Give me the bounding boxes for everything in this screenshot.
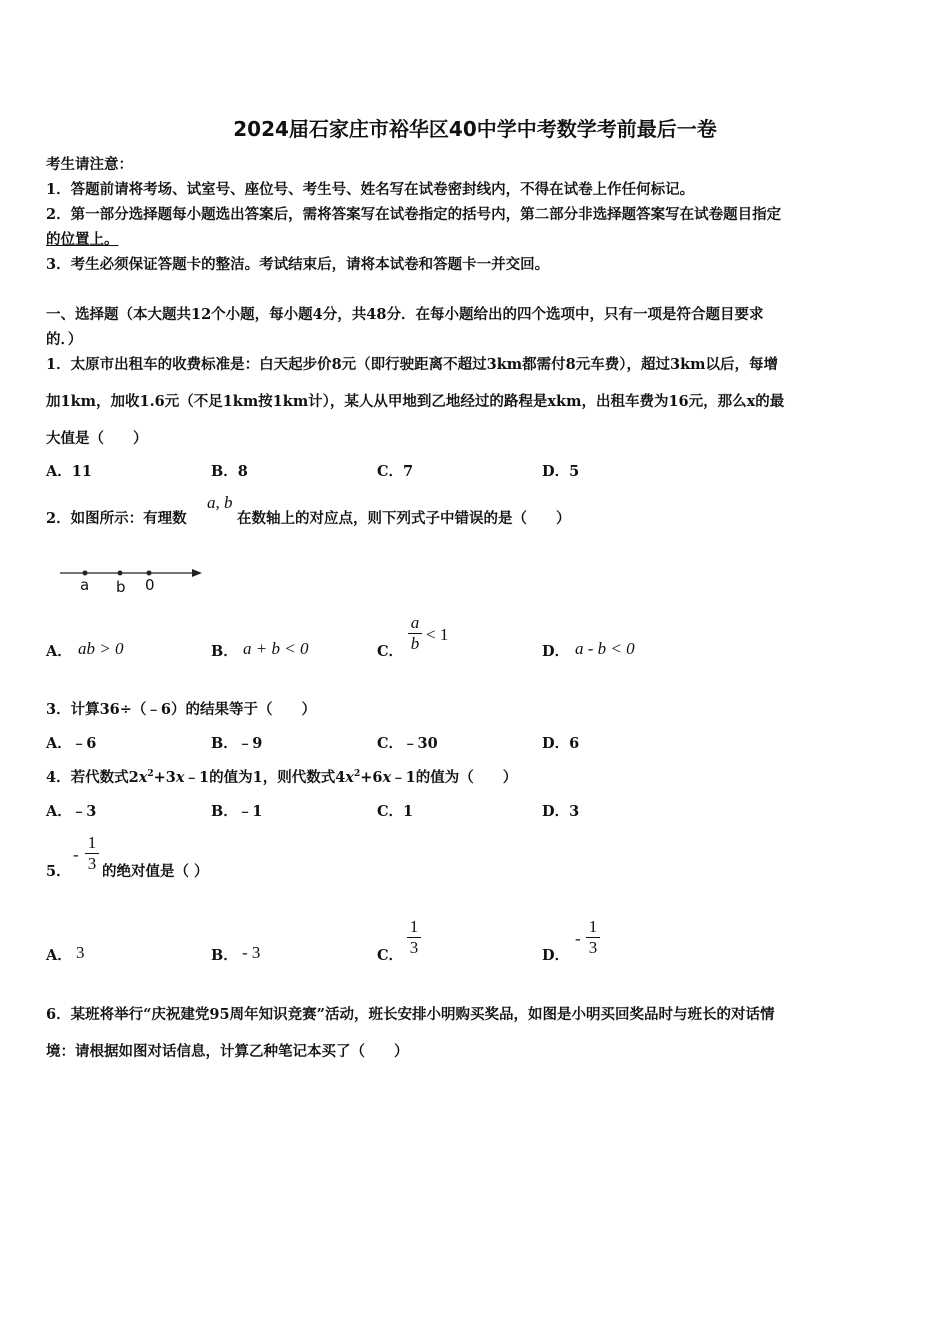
q4-stem-h: 2 — [353, 769, 361, 780]
q5-option-c-denominator: 3 — [409, 938, 419, 957]
q3-option-b: B．﹣9 — [211, 735, 263, 752]
notice-item-1: 1．答题前请将考场、试室号、座位号、考生号、姓名写在试卷密封线内，不得在试卷上作任何标记。 — [46, 181, 695, 198]
q4-stem-j: x — [382, 769, 392, 786]
q2-option-b-label: B． — [211, 643, 238, 660]
axis-label-0: 0 — [145, 576, 155, 594]
q4-stem-c: 2 — [147, 769, 154, 780]
page-title: 2024届石家庄市裕华区40中学中考数学考前最后一卷 — [233, 117, 717, 141]
q1-option-b: B．8 — [211, 463, 248, 480]
q5-fraction — [85, 834, 99, 873]
notice-item-3: 3．考生必须保证答题卡的整洁。考试结束后，请将本试卷和答题卡一并交回。 — [46, 256, 550, 273]
q2-option-b-expr: a + b < 0 — [243, 639, 309, 658]
q3-option-d: D．6 — [542, 735, 580, 752]
q4-stem-b: x — [138, 769, 148, 786]
q1-option-a: A．11 — [46, 463, 92, 480]
q4-option-a: A．﹣3 — [46, 803, 97, 820]
q4-option-b: B．﹣1 — [211, 803, 263, 820]
q2-option-c-fraction — [408, 614, 422, 653]
point-0 — [147, 571, 152, 576]
q2-option-d-expr: a - b < 0 — [575, 639, 635, 658]
axis-label-b: b — [116, 578, 126, 596]
q1-option-d: D．5 — [542, 463, 580, 480]
q4-option-c: C．1 — [377, 803, 414, 820]
axis-label-a: a — [80, 576, 90, 594]
arrow-right-icon — [192, 569, 202, 577]
q5-option-c-numerator: 1 — [409, 917, 419, 936]
q5-option-d-label: D． — [542, 947, 570, 964]
q5-option-d-numerator: 1 — [588, 917, 598, 936]
q3-option-c: C．﹣30 — [377, 735, 438, 752]
q2-stem-prefix: 2．如图所示：有理数 — [46, 510, 187, 527]
q5-option-a-label: A． — [46, 947, 72, 964]
q2-vars: a, b — [207, 493, 233, 512]
q6-stem-line1: 6．某班将举行“庆祝建党95周年知识竞赛”活动，班长安排小明购买奖品，如图是小明买回奖品时与班长的对话情 — [46, 1006, 775, 1023]
q5-denominator: 3 — [87, 854, 97, 873]
q3-option-a: A．﹣6 — [46, 735, 97, 752]
q6-stem-line2: 境：请根据如图对话信息，计算乙种笔记本买了（ ） — [46, 1043, 409, 1060]
q5-stem-suffix: 的绝对值是（ ） — [102, 863, 209, 880]
point-a — [83, 571, 88, 576]
q5-option-d-fraction — [586, 918, 600, 957]
q2-option-a-label: A． — [46, 643, 72, 660]
q2-option-c-label: C． — [377, 643, 404, 660]
q2-option-c-rest: < 1 — [426, 625, 449, 644]
section-heading: 一、选择题（本大题共12个小题，每小题4分，共48分．在每小题给出的四个选项中，只有一项是符合题目要求 — [46, 306, 764, 323]
q5-minus: - — [73, 845, 79, 864]
q1-stem-line2: 加1km，加收1.6元（不足1km按1km计），某人从甲地到乙地经过的路程是xkm，出租车费为16元，那么x的最 — [46, 393, 785, 410]
q5-number: 5． — [46, 863, 71, 880]
q4-option-d: D．3 — [542, 803, 580, 820]
q2-option-d-label: D． — [542, 643, 570, 660]
notice-heading: 考生请注意： — [46, 156, 133, 173]
point-b — [118, 571, 123, 576]
q4-stem-f: ﹣1的值为1，则代数式4 — [184, 769, 346, 786]
q5-option-b-label: B． — [211, 947, 238, 964]
q5-option-d-denominator: 3 — [588, 938, 598, 957]
q1-stem-line1: 1．太原市出租车的收费标准是：白天起步价8元（即行驶距离不超过3km都需付8元车费），超过3km以后，每增 — [46, 356, 778, 373]
q2-option-c-denominator: b — [410, 634, 420, 653]
notice-item-2-cont: 的位置上。 — [46, 231, 119, 248]
q4-stem — [46, 766, 517, 787]
q5-option-c-label: C． — [377, 947, 404, 964]
q5-option-c-fraction — [407, 918, 421, 957]
q5-option-a-value: 3 — [76, 943, 85, 962]
q1-option-c: C．7 — [377, 463, 414, 480]
q5-option-b-value: - 3 — [242, 943, 261, 962]
q4-stem-d: +3 — [153, 769, 176, 786]
q4-stem-i: +6 — [360, 769, 383, 786]
q3-stem: 3．计算36÷（﹣6）的结果等于（ ） — [46, 701, 317, 718]
q4-stem-a: 4．若代数式2 — [46, 769, 139, 786]
q4-stem-e: x — [175, 769, 185, 786]
notice-item-2: 2．第一部分选择题每小题选出答案后，需将答案写在试卷指定的括号内，第二部分非选择题答案写在试卷题目指定 — [46, 206, 782, 223]
q2-option-a-expr: ab > 0 — [78, 639, 124, 658]
q2-stem-suffix: 在数轴上的对应点，则下列式子中错误的是（ ） — [237, 510, 571, 527]
q4-stem-k: ﹣1的值为（ ） — [391, 769, 518, 786]
q4-stem-g: x — [345, 769, 354, 786]
q2-option-c-numerator: a — [410, 613, 420, 632]
q5-numerator: 1 — [87, 833, 97, 852]
q1-stem-line3: 大值是（ ） — [46, 430, 148, 447]
q5-option-d-minus: - — [575, 929, 581, 948]
section-heading-cont: 的．） — [46, 331, 83, 348]
